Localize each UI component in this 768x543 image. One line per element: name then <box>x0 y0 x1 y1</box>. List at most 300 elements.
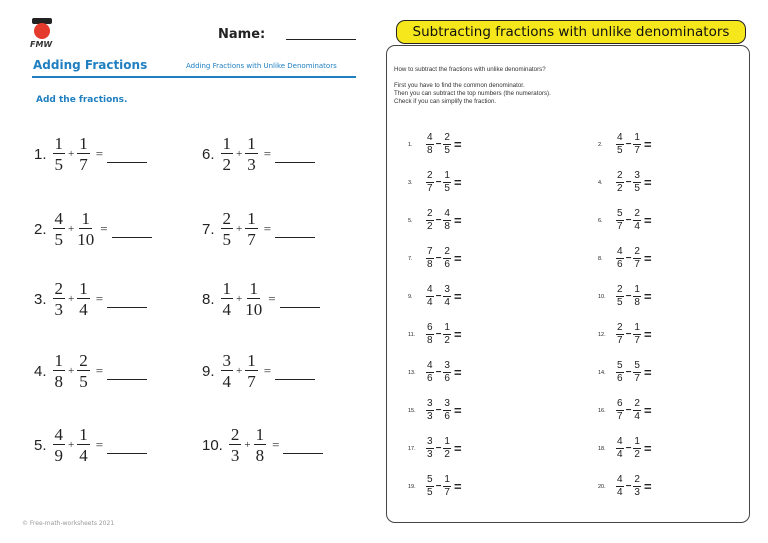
problem-number: 2. <box>34 220 47 238</box>
fraction <box>616 171 624 194</box>
problem-number: 7. <box>408 255 413 262</box>
problem-item <box>34 135 147 173</box>
problem-number: 5. <box>408 217 413 224</box>
denominator: 7 <box>617 221 623 232</box>
problem-number: 11. <box>408 331 416 338</box>
numerator: 1 <box>634 132 640 143</box>
equals-sign: = <box>643 289 652 304</box>
fraction <box>633 133 641 156</box>
denominator: 3 <box>54 300 64 319</box>
fraction <box>221 352 234 390</box>
numerator: 6 <box>427 322 433 333</box>
minus-operator: − <box>625 329 632 340</box>
fraction <box>443 133 451 156</box>
numerator: 2 <box>634 474 640 485</box>
plus-operator: + <box>68 439 75 451</box>
fraction <box>245 135 258 173</box>
numerator: 1 <box>249 279 258 298</box>
problem-item <box>202 210 315 248</box>
problem-item <box>598 361 652 384</box>
fraction <box>426 209 434 232</box>
equals-sign: = <box>95 363 104 378</box>
fraction <box>443 399 451 422</box>
minus-operator: − <box>435 177 442 188</box>
problem-item <box>598 285 652 308</box>
denominator: 7 <box>427 183 433 194</box>
minus-operator: − <box>435 405 442 416</box>
problem-number: 9. <box>202 362 215 380</box>
worksheet-title-banner: Subtracting fractions with unlike denominators <box>396 20 746 44</box>
denominator: 7 <box>634 145 640 156</box>
problem-item <box>34 280 147 318</box>
fraction <box>77 280 90 318</box>
denominator: 2 <box>427 221 433 232</box>
fraction <box>426 323 434 346</box>
fraction <box>426 171 434 194</box>
equals-sign: = <box>453 251 462 266</box>
minus-operator: − <box>625 215 632 226</box>
denominator: 4 <box>634 221 640 232</box>
denominator: 4 <box>634 411 640 422</box>
denominator: 5 <box>617 297 623 308</box>
numerator: 1 <box>54 134 64 153</box>
logo-text: FMW <box>30 40 53 49</box>
numerator: 4 <box>427 360 433 371</box>
fraction <box>443 361 451 384</box>
numerator: 2 <box>617 170 623 181</box>
minus-operator: − <box>435 253 442 264</box>
plus-operator: + <box>236 365 243 377</box>
minus-operator: − <box>435 139 442 150</box>
worksheet-subtitle: Adding Fractions with Unlike Denominators <box>186 62 337 70</box>
numerator: 1 <box>247 209 256 228</box>
problem-number: 1. <box>408 141 413 148</box>
numerator: 2 <box>634 398 640 409</box>
equals-sign: = <box>453 289 462 304</box>
copyright: © Free-math-worksheets 2021 <box>22 520 115 527</box>
fraction <box>443 209 451 232</box>
problem-number: 18. <box>598 445 606 452</box>
fraction <box>633 323 641 346</box>
fraction <box>616 247 624 270</box>
problem-item <box>202 426 323 464</box>
equals-sign: = <box>453 137 462 152</box>
equals-sign: = <box>453 479 462 494</box>
numerator: 4 <box>427 132 433 143</box>
fraction <box>616 133 624 156</box>
denominator: 2 <box>444 449 450 460</box>
problem-item <box>202 280 320 318</box>
denominator: 5 <box>444 183 450 194</box>
numerator: 4 <box>617 474 623 485</box>
denominator: 4 <box>427 297 433 308</box>
equals-sign: = <box>95 437 104 452</box>
plus-operator: + <box>68 365 75 377</box>
denominator: 6 <box>617 373 623 384</box>
fraction <box>633 437 641 460</box>
numerator: 1 <box>222 279 232 298</box>
problem-item <box>408 323 462 346</box>
minus-operator: − <box>435 367 442 378</box>
intro-line: First you have to find the common denominator. <box>394 82 525 89</box>
problem-item <box>598 171 652 194</box>
denominator: 7 <box>79 155 88 174</box>
equals-sign: = <box>453 213 462 228</box>
plus-operator: + <box>236 223 243 235</box>
fraction <box>616 475 624 498</box>
problem-number: 17. <box>408 445 416 452</box>
problem-number: 7. <box>202 220 215 238</box>
problem-item <box>598 247 652 270</box>
problem-item <box>34 210 152 248</box>
equals-sign: = <box>95 146 104 161</box>
numerator: 2 <box>79 351 88 370</box>
minus-operator: − <box>625 367 632 378</box>
numerator: 5 <box>427 474 433 485</box>
numerator: 3 <box>444 398 450 409</box>
answer-blank <box>107 150 147 163</box>
problem-item <box>202 135 315 173</box>
fraction <box>53 280 66 318</box>
problem-number: 13. <box>408 369 416 376</box>
equals-sign: = <box>643 327 652 342</box>
problem-number: 15. <box>408 407 416 414</box>
denominator: 6 <box>444 259 450 270</box>
problem-number: 9. <box>408 293 413 300</box>
numerator: 4 <box>617 246 623 257</box>
equals-sign: = <box>643 213 652 228</box>
problem-number: 1. <box>34 145 47 163</box>
answer-blank <box>107 295 147 308</box>
equals-sign: = <box>263 146 272 161</box>
instruction: Add the fractions. <box>36 95 128 105</box>
problem-item <box>202 352 315 390</box>
fraction <box>426 361 434 384</box>
numerator: 1 <box>79 425 88 444</box>
denominator: 2 <box>222 155 232 174</box>
numerator: 3 <box>444 360 450 371</box>
numerator: 1 <box>222 134 232 153</box>
denominator: 7 <box>634 373 640 384</box>
fraction <box>426 247 434 270</box>
equals-sign: = <box>100 221 108 236</box>
problem-item <box>408 209 462 232</box>
fraction <box>426 475 434 498</box>
denominator: 5 <box>54 230 64 249</box>
problem-number: 8. <box>202 290 215 308</box>
problem-item <box>408 361 462 384</box>
plus-operator: + <box>236 148 243 160</box>
fraction <box>633 475 641 498</box>
denominator: 4 <box>444 297 450 308</box>
logo-face-icon <box>34 23 50 39</box>
problem-item <box>408 399 462 422</box>
plus-operator: + <box>68 148 75 160</box>
equals-sign: = <box>453 327 462 342</box>
problem-number: 10. <box>202 436 223 454</box>
equals-sign: = <box>95 291 104 306</box>
denominator: 7 <box>247 230 256 249</box>
fraction <box>443 475 451 498</box>
denominator: 7 <box>634 335 640 346</box>
fraction <box>633 171 641 194</box>
denominator: 2 <box>617 183 623 194</box>
denominator: 3 <box>427 449 433 460</box>
denominator: 4 <box>617 449 623 460</box>
equals-sign: = <box>453 175 462 190</box>
intro-line: How to subtract the fractions with unlike denominators? <box>394 66 546 73</box>
problem-item <box>34 426 147 464</box>
fraction <box>633 399 641 422</box>
numerator: 2 <box>444 246 450 257</box>
equals-sign: = <box>643 365 652 380</box>
fraction <box>443 247 451 270</box>
equals-sign: = <box>643 441 652 456</box>
fraction <box>53 210 66 248</box>
denominator: 3 <box>230 446 240 465</box>
denominator: 8 <box>255 446 265 465</box>
numerator: 1 <box>54 351 64 370</box>
denominator: 8 <box>444 221 450 232</box>
denominator: 8 <box>427 259 433 270</box>
fraction <box>53 352 66 390</box>
fraction <box>53 426 66 464</box>
minus-operator: − <box>435 481 442 492</box>
intro-line: Check if you can simplify the fraction. <box>394 98 497 105</box>
numerator: 1 <box>255 425 265 444</box>
denominator: 8 <box>427 145 433 156</box>
numerator: 7 <box>427 246 433 257</box>
minus-operator: − <box>435 215 442 226</box>
problem-number: 4. <box>598 179 603 186</box>
fraction <box>633 209 641 232</box>
numerator: 1 <box>444 322 450 333</box>
plus-operator: + <box>244 439 251 451</box>
minus-operator: − <box>435 329 442 340</box>
problem-number: 3. <box>34 290 47 308</box>
minus-operator: − <box>435 443 442 454</box>
numerator: 3 <box>634 170 640 181</box>
numerator: 1 <box>444 170 450 181</box>
fraction <box>633 247 641 270</box>
title-divider <box>32 76 356 78</box>
equals-sign: = <box>453 365 462 380</box>
equals-sign: = <box>263 363 272 378</box>
problem-number: 2. <box>598 141 603 148</box>
answer-blank <box>275 367 315 380</box>
fraction <box>245 352 258 390</box>
problem-number: 6. <box>202 145 215 163</box>
numerator: 6 <box>617 398 623 409</box>
problem-number: 19. <box>408 483 416 490</box>
equals-sign: = <box>643 137 652 152</box>
denominator: 10 <box>77 230 95 249</box>
equals-sign: = <box>272 437 280 452</box>
answer-blank <box>283 441 323 454</box>
denominator: 7 <box>617 411 623 422</box>
denominator: 4 <box>617 487 623 498</box>
answer-blank <box>107 441 147 454</box>
fraction <box>426 133 434 156</box>
worksheet-title: Adding Fractions <box>33 58 148 72</box>
numerator: 3 <box>427 398 433 409</box>
numerator: 4 <box>54 425 64 444</box>
minus-operator: − <box>625 291 632 302</box>
minus-operator: − <box>625 139 632 150</box>
plus-operator: + <box>236 293 243 305</box>
problem-number: 14. <box>598 369 606 376</box>
denominator: 4 <box>79 446 88 465</box>
denominator: 4 <box>222 372 232 391</box>
numerator: 1 <box>634 436 640 447</box>
minus-operator: − <box>625 177 632 188</box>
denominator: 3 <box>427 411 433 422</box>
numerator: 2 <box>230 425 240 444</box>
problem-number: 5. <box>34 436 47 454</box>
numerator: 1 <box>79 279 88 298</box>
denominator: 8 <box>634 297 640 308</box>
fraction <box>245 210 258 248</box>
fraction <box>221 135 234 173</box>
numerator: 3 <box>222 351 232 370</box>
numerator: 4 <box>444 208 450 219</box>
denominator: 6 <box>444 411 450 422</box>
fraction <box>77 426 90 464</box>
problem-item <box>598 209 652 232</box>
fraction <box>77 135 90 173</box>
denominator: 5 <box>79 372 88 391</box>
numerator: 2 <box>444 132 450 143</box>
problem-item <box>598 475 652 498</box>
numerator: 1 <box>634 322 640 333</box>
problem-item <box>408 437 462 460</box>
minus-operator: − <box>625 443 632 454</box>
fraction <box>616 399 624 422</box>
equals-sign: = <box>643 479 652 494</box>
equals-sign: = <box>453 403 462 418</box>
denominator: 5 <box>222 230 232 249</box>
name-label: Name: <box>218 27 266 42</box>
problem-number: 6. <box>598 217 603 224</box>
numerator: 3 <box>427 436 433 447</box>
problem-item <box>598 133 652 156</box>
numerator: 2 <box>617 284 623 295</box>
answer-blank <box>107 367 147 380</box>
problem-item <box>598 399 652 422</box>
denominator: 5 <box>634 183 640 194</box>
numerator: 1 <box>247 134 256 153</box>
denominator: 4 <box>222 300 232 319</box>
numerator: 2 <box>222 209 232 228</box>
denominator: 8 <box>427 335 433 346</box>
fraction <box>616 361 624 384</box>
fraction <box>426 285 434 308</box>
fraction <box>616 209 624 232</box>
name-line <box>286 39 356 40</box>
numerator: 5 <box>634 360 640 371</box>
denominator: 7 <box>247 372 256 391</box>
numerator: 2 <box>634 246 640 257</box>
numerator: 2 <box>427 208 433 219</box>
plus-operator: + <box>68 223 75 235</box>
numerator: 3 <box>444 284 450 295</box>
fraction <box>633 361 641 384</box>
answer-blank <box>275 225 315 238</box>
numerator: 2 <box>617 322 623 333</box>
numerator: 1 <box>79 134 88 153</box>
problem-number: 12. <box>598 331 606 338</box>
denominator: 8 <box>54 372 64 391</box>
fraction <box>221 210 234 248</box>
problem-number: 16. <box>598 407 606 414</box>
equals-sign: = <box>643 175 652 190</box>
fraction <box>77 210 94 248</box>
fraction <box>426 399 434 422</box>
plus-operator: + <box>68 293 75 305</box>
fraction <box>443 323 451 346</box>
numerator: 1 <box>444 474 450 485</box>
numerator: 4 <box>617 132 623 143</box>
numerator: 2 <box>54 279 64 298</box>
problem-item <box>408 285 462 308</box>
fraction <box>53 135 66 173</box>
fraction <box>221 280 234 318</box>
numerator: 4 <box>54 209 64 228</box>
fraction <box>245 280 262 318</box>
intro-line <box>394 74 551 82</box>
denominator: 2 <box>634 449 640 460</box>
numerator: 2 <box>427 170 433 181</box>
denominator: 7 <box>617 335 623 346</box>
numerator: 5 <box>617 360 623 371</box>
denominator: 5 <box>54 155 64 174</box>
problem-number: 8. <box>598 255 603 262</box>
fraction <box>426 437 434 460</box>
problem-item <box>34 352 147 390</box>
fraction <box>229 426 242 464</box>
denominator: 10 <box>245 300 263 319</box>
denominator: 3 <box>247 155 256 174</box>
denominator: 6 <box>427 373 433 384</box>
fraction <box>616 323 624 346</box>
answer-blank <box>275 150 315 163</box>
fraction <box>443 437 451 460</box>
fraction <box>443 285 451 308</box>
problem-item <box>408 475 462 498</box>
minus-operator: − <box>625 253 632 264</box>
minus-operator: − <box>625 481 632 492</box>
fmw-logo <box>30 18 54 48</box>
fraction <box>77 352 90 390</box>
equals-sign: = <box>268 291 276 306</box>
numerator: 1 <box>81 209 90 228</box>
answer-blank <box>112 225 152 238</box>
numerator: 4 <box>617 436 623 447</box>
numerator: 5 <box>617 208 623 219</box>
numerator: 1 <box>444 436 450 447</box>
answer-blank <box>280 295 320 308</box>
denominator: 7 <box>444 487 450 498</box>
denominator: 5 <box>617 145 623 156</box>
minus-operator: − <box>435 291 442 302</box>
problem-number: 10. <box>598 293 606 300</box>
denominator: 6 <box>444 373 450 384</box>
denominator: 9 <box>54 446 64 465</box>
numerator: 4 <box>427 284 433 295</box>
problem-item <box>598 437 652 460</box>
denominator: 6 <box>617 259 623 270</box>
equals-sign: = <box>453 441 462 456</box>
